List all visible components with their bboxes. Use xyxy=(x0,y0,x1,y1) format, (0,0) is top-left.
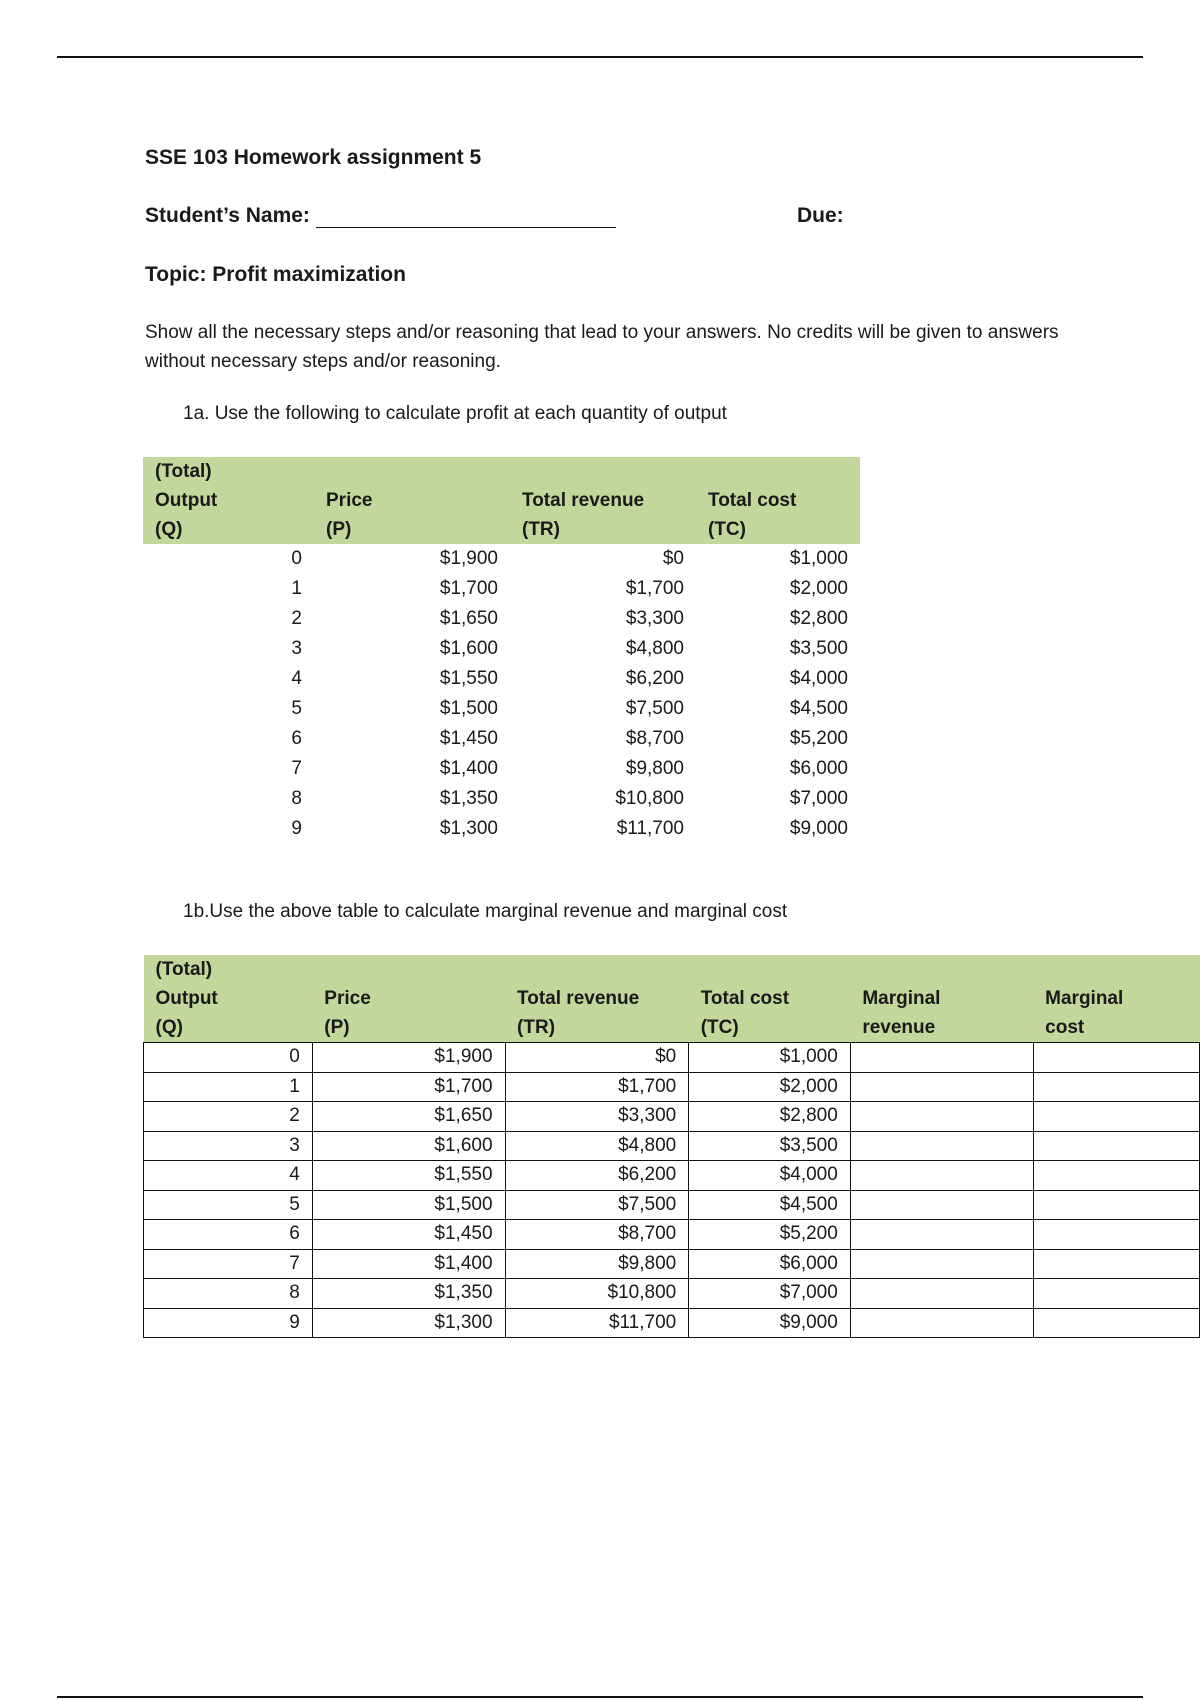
table-row xyxy=(144,1249,1200,1279)
table-cell: 2 xyxy=(144,1102,313,1132)
table-cell: 8 xyxy=(291,788,302,809)
table-cell: $6,200 xyxy=(505,1161,689,1191)
table-row xyxy=(143,814,860,844)
table-row xyxy=(144,1308,1200,1338)
column-header-line: Output xyxy=(155,988,218,1009)
table-cell: $1,500 xyxy=(439,698,498,719)
table-cell: $4,000 xyxy=(689,1161,851,1191)
column-header-line: cost xyxy=(1045,1017,1085,1038)
column-header-line xyxy=(708,457,848,486)
table-cell: $4,000 xyxy=(789,668,848,689)
table-row xyxy=(143,694,860,724)
answer-cell[interactable] xyxy=(1033,1249,1199,1279)
table-cell: $2,000 xyxy=(789,578,848,599)
student-name-blank[interactable] xyxy=(316,207,616,228)
column-header-line: Price xyxy=(324,988,371,1009)
table-cell: 7 xyxy=(291,758,302,779)
table-cell: $1,650 xyxy=(312,1102,505,1132)
table-cell: $1,350 xyxy=(312,1279,505,1309)
answer-cell[interactable] xyxy=(1033,1220,1199,1250)
column-header xyxy=(314,457,510,544)
table-cell: 3 xyxy=(144,1131,313,1161)
table-cell: $1,700 xyxy=(439,578,498,599)
table-cell: 9 xyxy=(291,818,302,839)
table-cell: $7,500 xyxy=(625,698,684,719)
table-cell: $4,500 xyxy=(789,698,848,719)
column-header xyxy=(143,457,314,544)
table-cell: $1,400 xyxy=(312,1249,505,1279)
answer-cell[interactable] xyxy=(850,1161,1033,1191)
answer-cell[interactable] xyxy=(1033,1161,1199,1191)
column-header xyxy=(144,955,313,1043)
answer-cell[interactable] xyxy=(850,1279,1033,1309)
answer-cell[interactable] xyxy=(850,1249,1033,1279)
table-row xyxy=(143,604,860,634)
table-row xyxy=(143,664,860,694)
table-cell: $1,600 xyxy=(312,1131,505,1161)
answer-cell[interactable] xyxy=(1033,1279,1199,1309)
table-cell: 5 xyxy=(144,1190,313,1220)
table-cell: $11,700 xyxy=(616,818,684,839)
table-cell: 4 xyxy=(144,1161,313,1191)
question-1a-prompt: 1a. Use the following to calculate profit at each quantity of output xyxy=(183,403,727,424)
table-row xyxy=(143,634,860,664)
table-cell: $1,350 xyxy=(439,788,498,809)
table-row xyxy=(144,1279,1200,1309)
table-cell: $1,900 xyxy=(312,1043,505,1073)
answer-cell[interactable] xyxy=(850,1190,1033,1220)
table-cell: $3,500 xyxy=(689,1131,851,1161)
answer-cell[interactable] xyxy=(1033,1308,1199,1338)
table-cell: $6,200 xyxy=(625,668,684,689)
column-header-line: (Q) xyxy=(155,519,183,540)
table-cell: $7,000 xyxy=(789,788,848,809)
column-header xyxy=(689,955,851,1043)
column-header-line xyxy=(1045,955,1187,984)
column-header-line xyxy=(701,955,839,984)
table-cell: $1,000 xyxy=(789,548,848,569)
column-header xyxy=(850,955,1033,1043)
table-row xyxy=(144,1220,1200,1250)
table-cell: $3,500 xyxy=(789,638,848,659)
column-header xyxy=(510,457,696,544)
table-cell: $9,800 xyxy=(505,1249,689,1279)
answer-cell[interactable] xyxy=(850,1220,1033,1250)
table-cell: 0 xyxy=(291,548,302,569)
column-header-line: (P) xyxy=(326,519,352,540)
answer-cell[interactable] xyxy=(1033,1190,1199,1220)
table-cell: $0 xyxy=(505,1043,689,1073)
column-header xyxy=(1033,955,1199,1043)
column-header-line: Marginal xyxy=(862,988,941,1009)
table-cell: $10,800 xyxy=(505,1279,689,1309)
topic-heading: Topic: Profit maximization xyxy=(145,263,406,286)
table-cell: $3,300 xyxy=(625,608,684,629)
table-cell: $1,900 xyxy=(439,548,498,569)
answer-cell[interactable] xyxy=(1033,1131,1199,1161)
column-header-line: Price xyxy=(326,490,373,511)
table-cell: 7 xyxy=(144,1249,313,1279)
table-cell: $7,500 xyxy=(505,1190,689,1220)
column-header-line: (TR) xyxy=(517,1017,556,1038)
column-header-line xyxy=(324,955,493,984)
table-row xyxy=(144,1072,1200,1102)
column-header xyxy=(312,955,505,1043)
table-cell: 5 xyxy=(291,698,302,719)
table-cell: $8,700 xyxy=(505,1220,689,1250)
marginal-table xyxy=(143,955,1200,1338)
column-header-line: Marginal xyxy=(1045,988,1124,1009)
table-row xyxy=(143,784,860,814)
table-cell: $0 xyxy=(662,548,684,569)
column-header-line: (TR) xyxy=(522,519,560,540)
table-row xyxy=(144,1161,1200,1191)
answer-cell[interactable] xyxy=(850,1308,1033,1338)
table-cell: $1,550 xyxy=(312,1161,505,1191)
answer-cell[interactable] xyxy=(1033,1072,1199,1102)
table-cell: $4,800 xyxy=(505,1131,689,1161)
answer-cell[interactable] xyxy=(850,1131,1033,1161)
table-cell: $1,300 xyxy=(312,1308,505,1338)
table-cell: $5,200 xyxy=(789,728,848,749)
table-cell: 9 xyxy=(144,1308,313,1338)
column-header-line: (TC) xyxy=(708,519,746,540)
table-cell: $1,700 xyxy=(505,1072,689,1102)
table-cell: $9,800 xyxy=(625,758,684,779)
table-cell: $2,000 xyxy=(689,1072,851,1102)
answer-cell[interactable] xyxy=(1033,1043,1199,1073)
column-header-line xyxy=(326,457,498,486)
column-header-line: Total cost xyxy=(708,490,797,511)
table-cell: 6 xyxy=(144,1220,313,1250)
table-cell: $6,000 xyxy=(689,1249,851,1279)
table-row xyxy=(143,544,860,574)
table-cell: $4,500 xyxy=(689,1190,851,1220)
table-cell: $1,500 xyxy=(312,1190,505,1220)
table-cell: 6 xyxy=(291,728,302,749)
column-header-line: (Q) xyxy=(155,1017,183,1038)
table-cell: $1,450 xyxy=(312,1220,505,1250)
table-row xyxy=(144,1131,1200,1161)
table-cell: $1,650 xyxy=(439,608,498,629)
answer-cell[interactable] xyxy=(850,1102,1033,1132)
table-cell: $1,450 xyxy=(439,728,498,749)
table-cell: 1 xyxy=(291,578,302,599)
column-header-line: Output xyxy=(155,490,218,511)
page-title: SSE 103 Homework assignment 5 xyxy=(145,146,482,169)
table-cell: 0 xyxy=(144,1043,313,1073)
column-header-line xyxy=(862,955,1021,984)
column-header-line xyxy=(522,457,684,486)
due-label: Due: xyxy=(797,204,844,227)
column-header-line: Total revenue xyxy=(522,490,645,511)
column-header-line: (TC) xyxy=(700,1017,739,1038)
column-header-line: revenue xyxy=(862,1017,936,1038)
table-cell: $10,800 xyxy=(615,788,684,809)
column-header xyxy=(696,457,860,544)
table-row xyxy=(143,574,860,604)
table-row xyxy=(144,1043,1200,1073)
table-cell: $1,600 xyxy=(439,638,498,659)
table-cell: $1,700 xyxy=(625,578,684,599)
table-cell: $1,400 xyxy=(439,758,498,779)
table-cell: $11,700 xyxy=(505,1308,689,1338)
table-cell: $2,800 xyxy=(789,608,848,629)
table-cell: $1,000 xyxy=(689,1043,851,1073)
table-cell: 4 xyxy=(291,668,302,689)
table-cell: 8 xyxy=(144,1279,313,1309)
column-header-line: Total revenue xyxy=(517,988,640,1009)
table-cell: 3 xyxy=(291,638,302,659)
table-cell: $9,000 xyxy=(689,1308,851,1338)
column-header-line: (P) xyxy=(324,1017,350,1038)
table-row xyxy=(143,724,860,754)
table-cell: $7,000 xyxy=(689,1279,851,1309)
column-header-line: Total cost xyxy=(700,988,790,1009)
column-header-line: (Total) xyxy=(155,959,213,980)
table-row xyxy=(144,1102,1200,1132)
table-cell: $2,800 xyxy=(689,1102,851,1132)
student-name-label: Student’s Name: xyxy=(145,204,310,227)
column-header-line xyxy=(517,955,677,984)
table-row xyxy=(143,754,860,784)
top-rule xyxy=(57,56,1143,58)
answer-cell[interactable] xyxy=(850,1043,1033,1073)
table-cell: 1 xyxy=(144,1072,313,1102)
table-cell: $9,000 xyxy=(789,818,848,839)
bottom-rule xyxy=(57,1696,1143,1698)
table-cell: $4,800 xyxy=(625,638,684,659)
table-cell: $1,300 xyxy=(439,818,498,839)
table-cell: $6,000 xyxy=(789,758,848,779)
answer-cell[interactable] xyxy=(850,1072,1033,1102)
instructions-text: Show all the necessary steps and/or reasoning that lead to your answers. No credits will be given to answers without necessary steps and/or reasoning. xyxy=(145,322,1059,372)
table-row xyxy=(144,1190,1200,1220)
question-1b-prompt: 1b.Use the above table to calculate marginal revenue and marginal cost xyxy=(183,901,788,922)
column-header xyxy=(505,955,689,1043)
answer-cell[interactable] xyxy=(1033,1102,1199,1132)
table-cell: 2 xyxy=(291,608,302,629)
column-header-line: (Total) xyxy=(155,461,212,482)
table-cell: $8,700 xyxy=(625,728,684,749)
student-name-line xyxy=(145,204,616,228)
table-cell: $5,200 xyxy=(689,1220,851,1250)
profit-table xyxy=(143,457,860,844)
table-cell: $1,550 xyxy=(439,668,498,689)
table-cell: $3,300 xyxy=(505,1102,689,1132)
table-cell: $1,700 xyxy=(312,1072,505,1102)
